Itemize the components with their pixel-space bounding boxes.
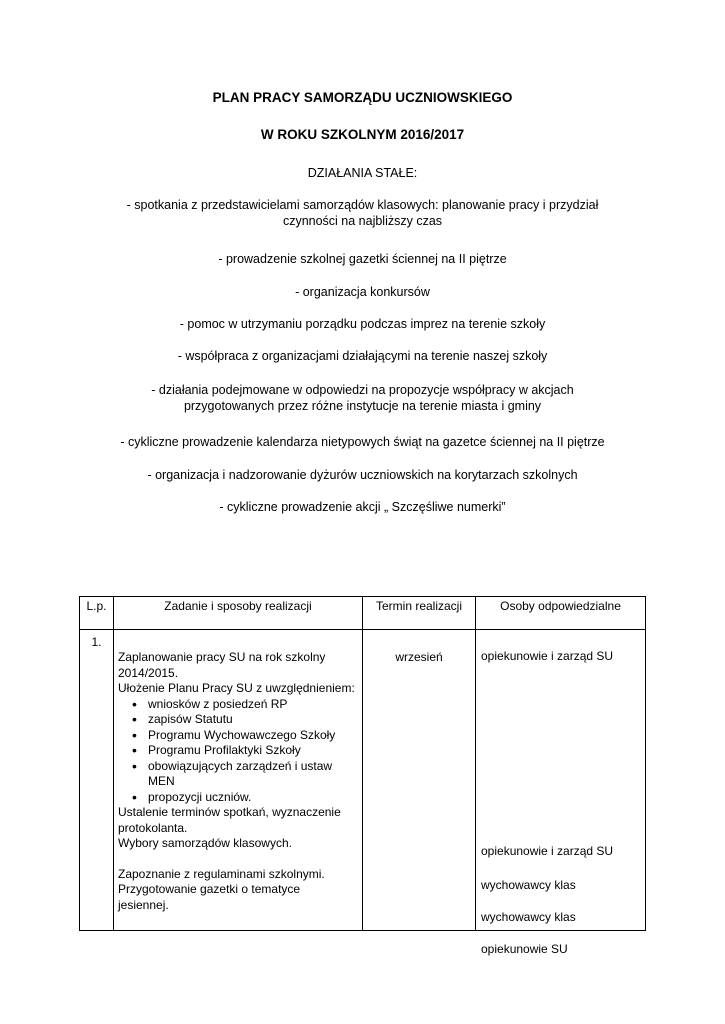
- row-term: wrzesień: [363, 630, 476, 931]
- header-people: Osoby odpowiedzialne: [476, 597, 646, 630]
- list-item: • obowiązujących zarządzeń i ustaw MEN: [148, 759, 338, 790]
- header-lp: L.p.: [80, 597, 114, 630]
- task-line: jesiennej.: [118, 897, 169, 912]
- responsible-person: wychowawcy klas: [481, 910, 576, 924]
- activity-item: [0, 499, 725, 515]
- activity-line: przygotowanych przez różne instytucje na terenie miasta i gminy: [183, 399, 542, 413]
- activity-line: - działania podejmowane w odpowiedzi na propozycje współpracy w akcjach: [151, 383, 574, 397]
- activity-item: [0, 467, 725, 483]
- activity-item: [0, 251, 725, 267]
- responsible-person: opiekunowie SU: [481, 942, 568, 956]
- activity-line: - prowadzenie szkolnej gazetki ściennej na II piętrze: [218, 252, 507, 266]
- activity-line: - cykliczne prowadzenie akcji „ Szczęśliwe numerki”: [219, 500, 506, 514]
- document-title-line2: W ROKU SZKOLNYM 2016/2017: [260, 127, 465, 142]
- row-task: [114, 630, 363, 931]
- task-line: 2014/2015.: [118, 665, 179, 680]
- list-item: • Programu Profilaktyki Szkoły: [148, 743, 358, 759]
- list-item: • propozycji uczniów.: [148, 790, 358, 806]
- responsible-person: opiekunowie i zarząd SU: [481, 844, 614, 858]
- row-number: 1.: [80, 630, 114, 931]
- activity-item: [0, 348, 725, 364]
- list-item: • zapisów Statutu: [148, 712, 358, 728]
- activity-item: [0, 197, 725, 229]
- task-line: Ułożenie Planu Pracy SU z uwzględnieniem:: [118, 681, 355, 695]
- activity-item: [0, 434, 725, 450]
- section-label: DZIAŁANIA STAŁE:: [307, 166, 418, 180]
- activity-line: - spotkania z przedstawicielami samorządów klasowych: planowanie pracy i przydział: [126, 198, 599, 212]
- spacer: [118, 852, 358, 867]
- table-header-row: [80, 597, 646, 630]
- list-item: • wniosków z posiedzeń RP: [148, 697, 358, 713]
- task-line: Przygotowanie gazetki o tematyce: [118, 882, 301, 896]
- task-bullet-list: [118, 697, 358, 806]
- task-line: Ustalenie terminów spotkań, wyznaczenie: [118, 805, 341, 819]
- activity-item: [0, 316, 725, 332]
- activity-item: [0, 284, 725, 300]
- activity-item: [0, 382, 725, 414]
- responsible-person: opiekunowie i zarząd SU: [481, 649, 614, 663]
- activity-line: czynności na najbliższy czas: [282, 214, 443, 228]
- header-task: Zadanie i sposoby realizacji: [114, 597, 363, 630]
- activity-line: - organizacja i nadzorowanie dyżurów uczniowskich na korytarzach szkolnych: [147, 468, 578, 482]
- activity-line: - pomoc w utrzymaniu porządku podczas imprez na terenie szkoły: [179, 317, 546, 331]
- task-line: protokolanta.: [118, 820, 188, 835]
- row-people: [476, 630, 646, 956]
- activity-line: - współpraca z organizacjami działającymi na terenie naszej szkoły: [177, 349, 548, 363]
- task-line: Wybory samorządów klasowych.: [118, 836, 292, 850]
- document-title-line1: PLAN PRACY SAMORZĄDU UCZNIOWSKIEGO: [212, 90, 513, 105]
- header-term: Termin realizacji: [363, 597, 476, 630]
- responsible-person: wychowawcy klas: [481, 878, 576, 892]
- activity-line: - organizacja konkursów: [295, 285, 430, 299]
- activity-line: - cykliczne prowadzenie kalendarza nietypowych świąt na gazetce ściennej na II piętrze: [120, 435, 605, 449]
- task-line: Zapoznanie z regulaminami szkolnymi.: [118, 866, 325, 881]
- plan-table: [79, 596, 646, 956]
- list-item: • Programu Wychowawczego Szkoły: [148, 728, 358, 744]
- task-line: Zaplanowanie pracy SU na rok szkolny: [118, 650, 326, 664]
- table-row: [80, 630, 646, 931]
